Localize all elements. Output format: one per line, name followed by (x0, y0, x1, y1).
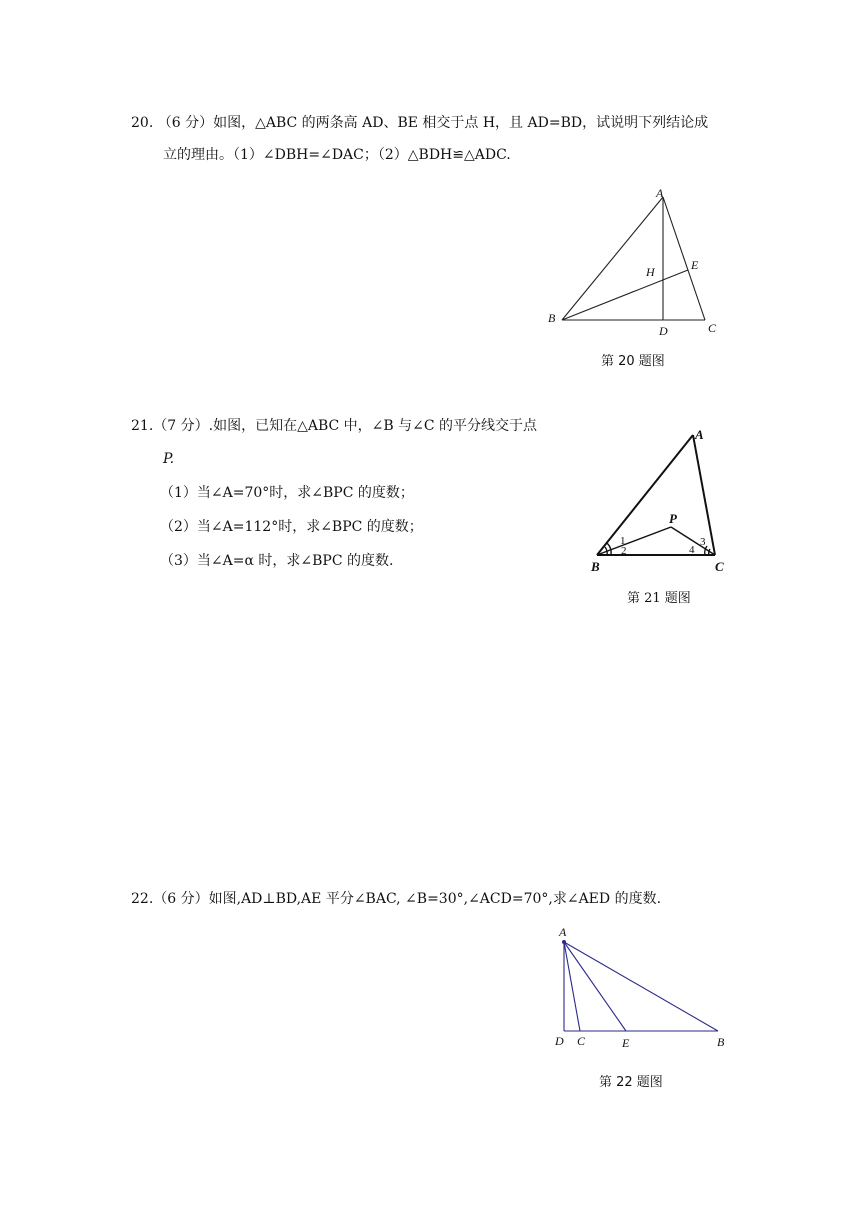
q21-label-angle-4: 4 (689, 544, 695, 556)
q21-label-angle-2: 2 (621, 545, 627, 557)
q21-figure (585, 425, 735, 580)
q21-text-line2: P. (163, 451, 175, 467)
q21-subquestion-3: （3）当∠A=α 时，求∠BPC 的度数. (160, 553, 394, 569)
q22-figure (550, 920, 740, 1060)
q21-label-p: P (669, 511, 677, 526)
q20-label-h: H (646, 265, 655, 279)
q22-label-e: E (622, 1036, 630, 1050)
q20-caption: 第 20 题图 (601, 354, 665, 369)
q20-altitude-be (562, 270, 688, 320)
q22-label-d: D (555, 1034, 564, 1048)
q20-triangle-diagram (540, 185, 730, 345)
q21-label-b: B (591, 559, 600, 574)
q20-side-ab (562, 197, 663, 320)
q22-point-a (562, 940, 566, 944)
q20-label-e: E (691, 258, 699, 272)
q22-caption: 第 22 题图 (599, 1075, 663, 1090)
q20-label-d: D (659, 324, 668, 338)
q21-subquestion-1: （1）当∠A=70°时，求∠BPC 的度数； (160, 485, 414, 501)
q22-segment-ab (564, 942, 718, 1031)
q20-side-ac (663, 197, 705, 320)
q20-label-c: C (708, 321, 717, 335)
q22-lines (564, 942, 718, 1031)
q22-label-b: B (717, 1035, 725, 1049)
q21-label-angle-1: 1 (620, 535, 626, 547)
q21-subquestion-2: （2）当∠A=112°时，求∠BPC 的度数； (160, 519, 423, 535)
q22-triangle-diagram (550, 920, 740, 1060)
q20-text-line1: 20. （6 分）如图，△ABC 的两条高 AD、BE 相交于点 H，且 AD=BD，试说明下列结论成 (131, 115, 709, 131)
q21-caption: 第 21 题图 (627, 591, 691, 606)
q21-label-c: C (715, 559, 724, 574)
q22-text-line1: 22.（6 分）如图,AD⊥BD,AE 平分∠BAC, ∠B=30°,∠ACD=70°,求∠AED 的度数. (131, 891, 662, 907)
q20-label-b: B (548, 311, 556, 325)
q22-segment-ae (564, 942, 626, 1031)
q22-label-c: C (577, 1034, 586, 1048)
q20-figure (540, 185, 730, 345)
q20-text-line2: 立的理由。（1）∠DBH=∠DAC；（2）△BDH≌△ADC. (163, 147, 511, 163)
q21-triangle-diagram (585, 425, 735, 580)
q22-label-a: A (559, 925, 567, 939)
q21-text-line1: 21.（7 分）.如图，已知在△ABC 中，∠B 与∠C 的平分线交于点 (131, 418, 538, 434)
q21-label-a: A (695, 427, 704, 442)
q22-segment-ac (564, 942, 580, 1031)
q20-label-a: A (656, 186, 664, 200)
q21-label-angle-3: 3 (700, 536, 706, 548)
